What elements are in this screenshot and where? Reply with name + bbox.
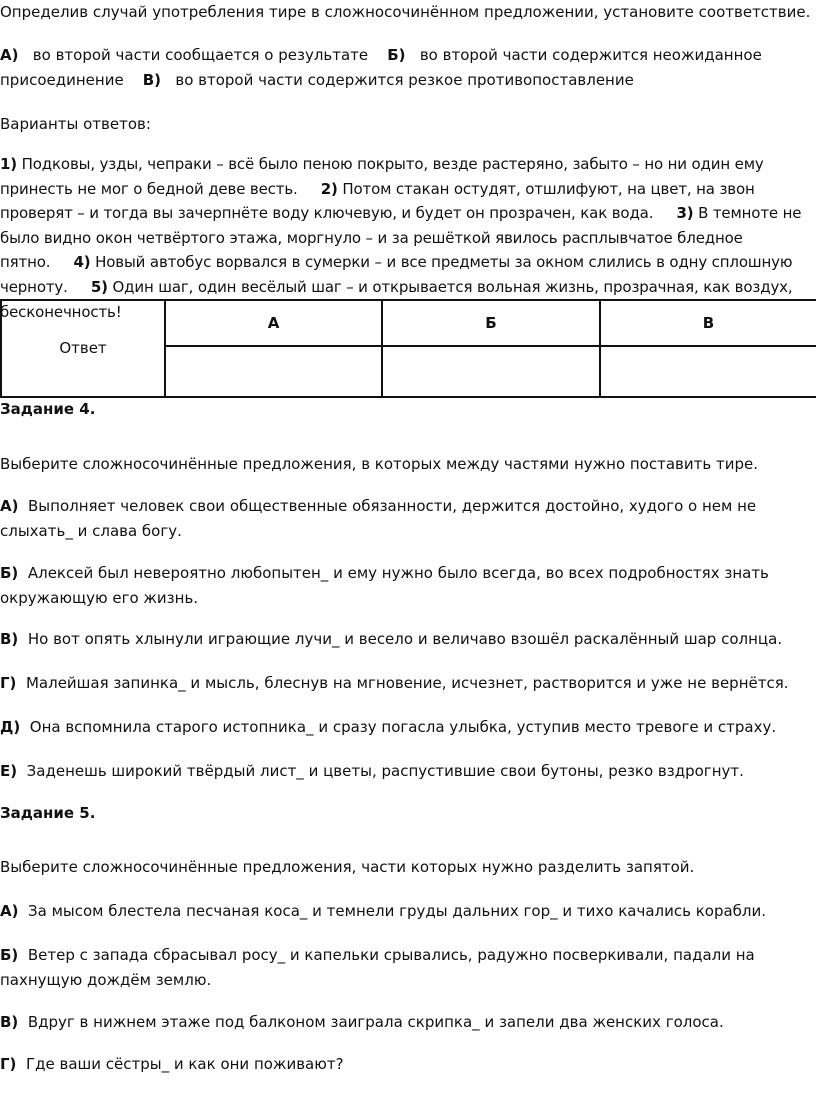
task4-item-b-letter: Б) xyxy=(0,564,19,582)
task4-item-f-text: Заденешь широкий твёрдый лист_ и цветы, распустившие свои бутоны, резко вздрогнут. xyxy=(26,762,744,780)
variants-label: Варианты ответов: xyxy=(0,115,151,133)
task5-item-d-text: Где ваши сёстры_ и как они поживают? xyxy=(25,1055,344,1073)
case-a-text: во второй части сообщается о результате xyxy=(32,46,369,64)
variant-1-text: Подковы, узды, чепраки – всё было пеною покрыто, везде растеряно, забыто – но ни один ему принесть не мог о бедной деве весть. xyxy=(0,155,764,198)
case-b-letter: Б) xyxy=(387,46,406,64)
task4-item-c xyxy=(0,627,814,652)
variant-2-text: Потом стакан остудят, отшлифуют, на цвет, на звон проверят – и тогда вы зачерпнёте воду ключевую, и будет он прозрачен, как вода. xyxy=(0,179,755,223)
task4-item-c-text: Но вот опять хлынули играющие лучи_ и весело и величаво взошёл раскалённый шар солнца. xyxy=(27,630,783,648)
task5-item-c-text: Вдруг в нижнем этаже под балконом заиграла скрипка_ и запели два женских голоса. xyxy=(27,1013,724,1031)
task5-item-c xyxy=(0,1010,814,1035)
case-c-letter: В) xyxy=(142,71,162,89)
task5-item-a-text: За мысом блестела песчаная коса_ и темнели груды дальних гор_ и тихо качались корабли. xyxy=(28,902,767,920)
variant-1-num: 1) xyxy=(0,155,17,173)
task4-item-d-letter: Г) xyxy=(0,674,17,692)
answer-col-c: В xyxy=(600,300,816,346)
answer-table xyxy=(0,299,816,398)
task3-cases xyxy=(0,43,814,93)
task5-item-b xyxy=(0,943,814,992)
task4-item-f xyxy=(0,759,814,784)
answer-cell-b[interactable] xyxy=(382,346,600,397)
task5-item-d xyxy=(0,1052,814,1077)
task4-item-a-text: Выполняет человек свои общественные обязанности, держится достойно, худого о нем не слыхать_ и слава богу. xyxy=(0,497,757,540)
task4-item-d xyxy=(0,671,814,696)
task5-title: Задание 5. xyxy=(0,804,96,822)
task5-item-a-letter: А) xyxy=(0,902,19,920)
task4-item-c-letter: В) xyxy=(0,630,19,648)
case-b-text: во второй части содержится неожиданное присоединение xyxy=(0,46,762,89)
task4-instruction: Выберите сложносочинённые предложения, в которых между частями нужно поставить тире. xyxy=(0,455,758,473)
task4-item-e-text: Она вспомнила старого истопника_ и сразу погасла улыбка, уступив место тревоге и страху. xyxy=(29,718,777,736)
task4-item-f-letter: Е) xyxy=(0,762,18,780)
task3-intro: Определив случай употребления тире в сложносочинённом предложении, установите соответствие. xyxy=(0,3,811,21)
variant-3-num: 3) xyxy=(676,204,694,223)
task4-item-a-letter: А) xyxy=(0,497,19,515)
task4-item-e-letter: Д) xyxy=(0,718,21,736)
task5-item-d-letter: Г) xyxy=(0,1055,17,1073)
task4-title: Задание 4. xyxy=(0,400,96,418)
answer-col-a: А xyxy=(165,300,382,346)
task5-item-b-text: Ветер с запада сбрасывал росу_ и капельки срывались, радужно посверкивали, падали на пахнущую дождём землю. xyxy=(0,946,755,989)
task5-item-b-letter: Б) xyxy=(0,946,19,964)
task4-item-d-text: Малейшая запинка_ и мысль, блеснув на мгновение, исчезнет, растворится и уже не вернётся. xyxy=(25,674,789,692)
variant-5-num: 5) xyxy=(90,277,108,296)
task4-item-e xyxy=(0,715,814,740)
answer-col-b: Б xyxy=(382,300,600,346)
task5-instruction: Выберите сложносочинённые предложения, части которых нужно разделить запятой. xyxy=(0,858,695,876)
variant-3-text: В темноте не было видно окон четвёртого этажа, моргнуло – и за решёткой явилось расплывчатое бледное пятно. xyxy=(0,204,802,272)
answer-cell-c[interactable] xyxy=(600,346,816,397)
variant-5-text: Один шаг, один весёлый шаг – и открывается вольная жизнь, прозрачная, как воздух, бесконечность! xyxy=(0,277,793,321)
answer-cell-a[interactable] xyxy=(165,346,382,397)
task4-item-a xyxy=(0,494,814,543)
task5-item-c-letter: В) xyxy=(0,1013,19,1031)
variant-2-num: 2) xyxy=(320,179,338,198)
task5-item-a xyxy=(0,899,814,924)
task4-item-b-text: Алексей был невероятно любопытен_ и ему нужно было всегда, во всех подробностях знать окружающую его жизнь. xyxy=(0,564,769,607)
case-a-letter: А) xyxy=(0,46,19,64)
task4-item-b xyxy=(0,561,814,610)
answer-row-label: Ответ xyxy=(1,300,165,397)
case-c-text: во второй части содержится резкое противопоставление xyxy=(175,71,634,89)
variant-4-text: Новый автобус ворвался в сумерки – и все предметы за окном слились в одну сплошную черноту. xyxy=(0,253,793,296)
variant-4-num: 4) xyxy=(73,253,91,272)
